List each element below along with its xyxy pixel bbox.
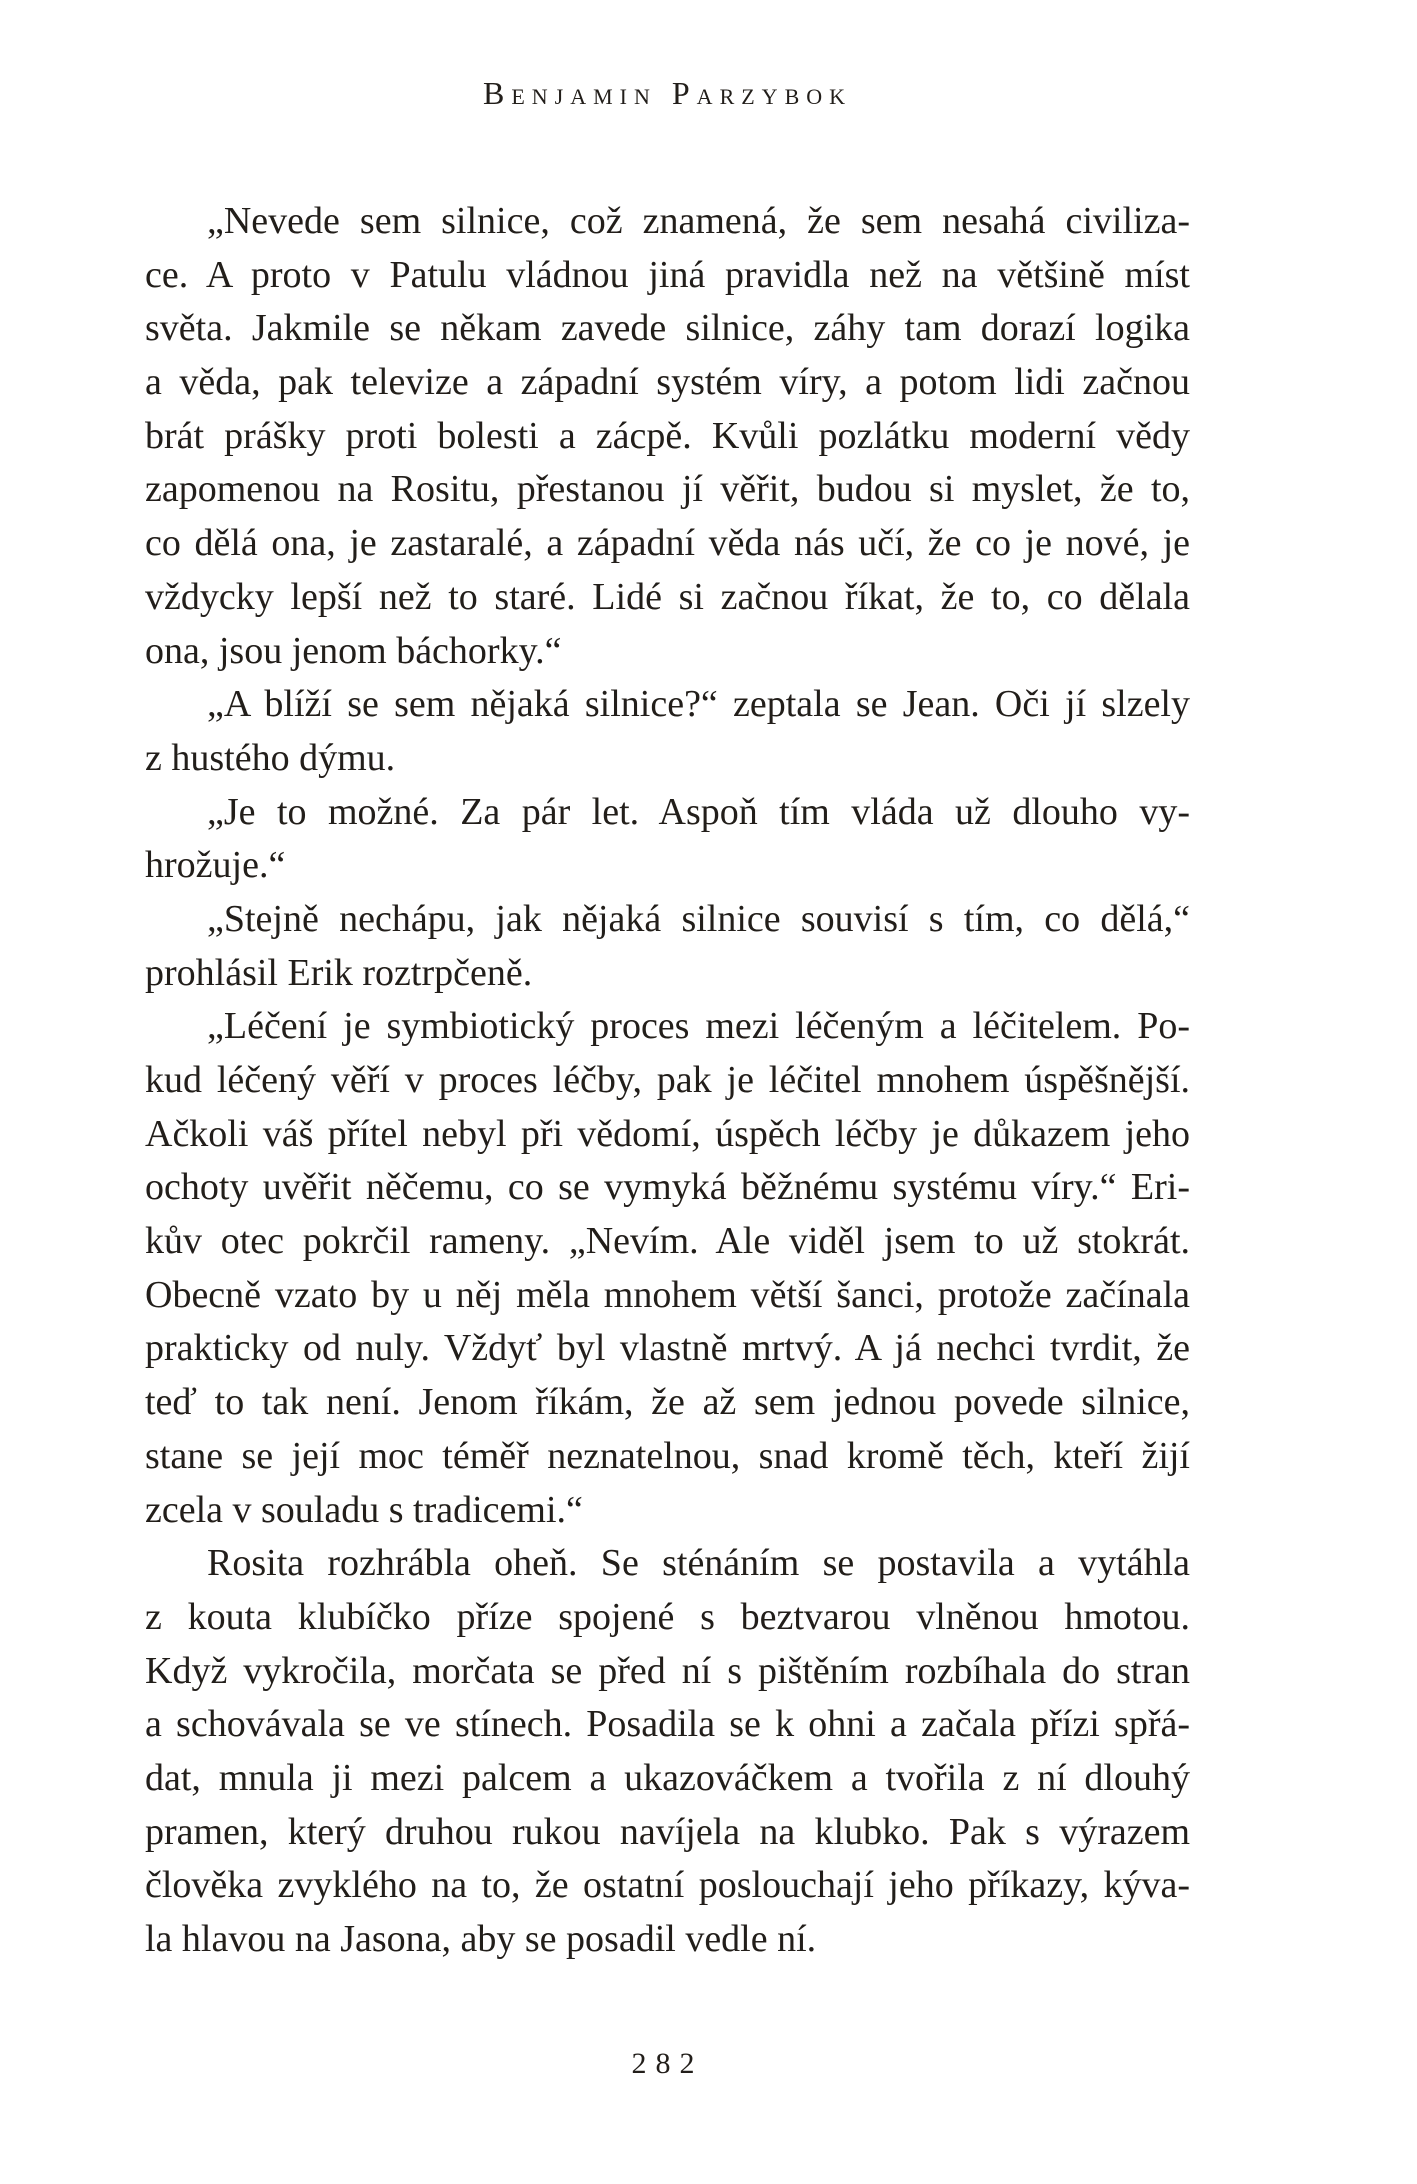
text-line: světa. Jakmile se někam zavede silnice, záhy tam dorazí logika [145, 307, 1190, 350]
text-line: vždycky lepší než to staré. Lidé si začnou říkat, že to, co dělala [145, 575, 1190, 618]
text-line: zapomenou na Rositu, přestanou jí věřit, budou si myslet, že to, [145, 468, 1190, 511]
text-line: Obecně vzato by u něj měla mnohem větší šanci, protože začínala [145, 1273, 1190, 1316]
text-line: hrožuje.“ [145, 844, 286, 887]
text-line: Rosita rozhrábla oheň. Se sténáním se postavila a vytáhla [207, 1542, 1190, 1585]
text-line: co dělá ona, je zastaralé, a západní věda nás učí, že co je nové, je [145, 522, 1190, 565]
text-line: z kouta klubíčko příze spojené s beztvarou vlněnou hmotou. [145, 1595, 1190, 1638]
text-line: la hlavou na Jasona, aby se posadil vedle ní. [145, 1918, 817, 1960]
text-line: „A blíží se sem nějaká silnice?“ zeptala se Jean. Oči jí slzely [207, 683, 1190, 726]
page-number: 282 [631, 2047, 704, 2080]
text-line: teď to tak není. Jenom říkám, že až sem jednou povede silnice, [145, 1381, 1190, 1424]
text-line: pramen, který druhou rukou navíjela na klubko. Pak s výrazem [145, 1810, 1190, 1853]
text-line: z hustého dýmu. [145, 736, 396, 779]
text-line: kud léčený věří v proces léčby, pak je léčitel mnohem úspěšnější. [145, 1059, 1190, 1101]
text-line: „Léčení je symbiotický proces mezi léčeným a léčitelem. Po- [207, 1005, 1190, 1048]
text-line: „Je to možné. Za pár let. Aspoň tím vláda už dlouho vy- [207, 790, 1190, 833]
text-line: „Stejně nechápu, jak nějaká silnice souvisí s tím, co dělá,“ [207, 897, 1190, 940]
text-line: zcela v souladu s tradicemi.“ [145, 1488, 583, 1531]
text-line: kův otec pokrčil rameny. „Nevím. Ale viděl jsem to už stokrát. [145, 1220, 1190, 1263]
text-line: ochoty uvěřit něčemu, co se vymyká běžnému systému víry.“ Eri- [145, 1166, 1190, 1209]
text-line: a schovávala se ve stínech. Posadila se k ohni a začala přízi spřá- [145, 1703, 1190, 1746]
running-header: Benjamin Parzybok [482, 75, 853, 111]
text-line: prohlásil Erik roztrpčeně. [145, 951, 533, 994]
text-line: „Nevede sem silnice, což znamená, že sem nesahá civiliza- [207, 200, 1190, 242]
text-line: člověka zvyklého na to, že ostatní poslouchají jeho příkazy, kýva- [145, 1864, 1190, 1907]
text-line: ona, jsou jenom báchorky.“ [145, 629, 562, 672]
text-line: ce. A proto v Patulu vládnou jiná pravidla než na většině míst [145, 253, 1190, 296]
text-line: Ačkoli váš přítel nebyl při vědomí, úspěch léčby je důkazem jeho [145, 1112, 1190, 1155]
text-line: Když vykročila, morčata se před ní s pištěním rozbíhala do stran [145, 1649, 1190, 1692]
text-line: prakticky od nuly. Vždyť byl vlastně mrtvý. A já nechci tvrdit, že [145, 1327, 1190, 1370]
text-line: dat, mnula ji mezi palcem a ukazováčkem a tvořila z ní dlouhý [145, 1756, 1190, 1799]
text-line: brát prášky proti bolesti a zácpě. Kvůli pozlátku moderní vědy [145, 414, 1190, 457]
body-text [145, 195, 1190, 1967]
text-line: stane se její moc téměř neznatelnou, snad kromě těch, kteří žijí [145, 1434, 1190, 1477]
text-line: a věda, pak televize a západní systém víry, a potom lidi začnou [145, 361, 1190, 404]
